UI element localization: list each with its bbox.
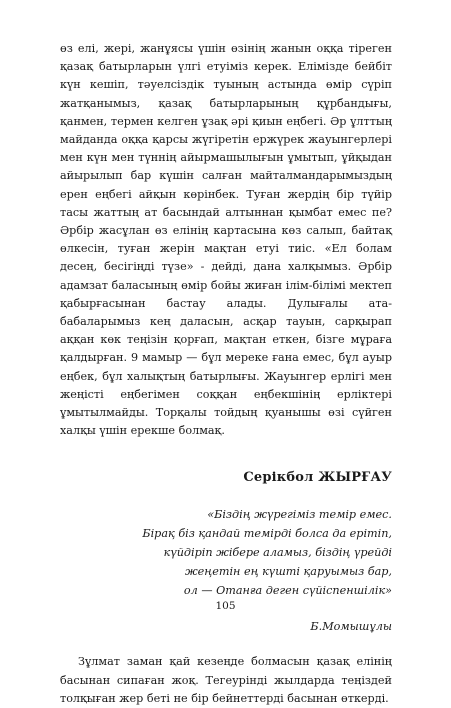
body-paragraph: өз елі, жері, жанұясы үшін өзінің жанын оққа тіреген қазақ батырларын үлгі етуіміз керек. Елімізде бейбіт күн кешіп, тәуелсіздік туының астында өмір сүріп жатқанымыз, қазақ батырларының құрбандығы, қанмен, термен келген ұзақ әрі қиын еңбегі. Әр ұлттың майданда оққа қарсы жүгіретін ержүрек жауынгерлері мен күн мен түннің айырмашылығын ұмытып, ұйқыдан айырылып бар күшін салған майталмандарымыздың ерен еңбегі айқын көрінбек. Туған жердің бір түйір тасы жаттың ат басындай алтыннан қымбат емес пе? Әрбір жасұлан өз елінің картасына көз салып, байтақ өлкесін, туған жерін мақтан етуі тиіс. «Ел болам десең, бесігіңді түзе» - дейді, дана халқымыз. Әрбір адамзат баласының өмір бойы жиған ілім-білімі мектеп қабырғасынан бастау алады. Дулығалы ата-бабаларымыз кең даласын, асқар тауын, сарқырап аққан көк теңізін қорғап, мақтан еткен, бізге мұраға қалдырған. 9 мамыр — бұл мереке ғана емес, бұл ауыр еңбек, бұл халықтың батырлығы. Жауынгер ерлігі мен жеңісті еңбегімен соққан еңбекшінің ерліктері ұмытылмайды. Торқалы тойдың қуанышы өзі сүйген халқы үшін ерекше болмақ. (60, 42, 392, 438)
author-name: Серікбол ЖЫРҒАУ (243, 470, 392, 486)
epigraph-line: жеңетін ең күшті қаруымыз бар, (184, 565, 392, 579)
page-number: 105 (215, 600, 236, 612)
epigraph-source: Б.Момышұлы (310, 620, 392, 634)
epigraph-line: «Біздің жүрегіміз темір емес. (207, 508, 392, 522)
epigraph-line: күйдіріп жібере аламыз, біздің үрейді (163, 546, 392, 560)
epigraph-line: ол — Отанға деген сүйіспеншілік» (183, 584, 392, 598)
epigraph-line: Бірақ біз қандай темірді болса да ерітіп, (142, 527, 392, 541)
epigraph (60, 505, 392, 600)
closing-paragraph: Зұлмат заман қай кезеңде болмасын қазақ елінің басынан сипаған жоқ. Тегеурінді жылдарда теңіздей толқыған жер беті не бір бейнеттерді басынан өткерді. (60, 655, 392, 705)
